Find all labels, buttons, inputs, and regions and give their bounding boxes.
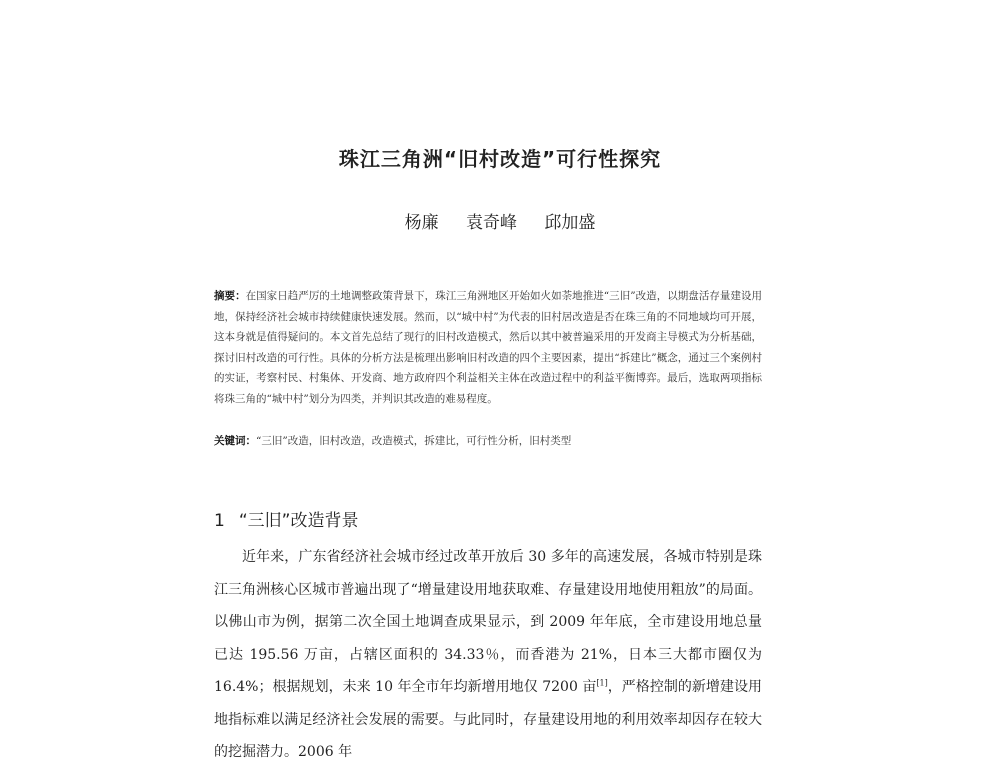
section-title: “三旧”改造背景 xyxy=(238,511,359,531)
abstract-label: 摘要： xyxy=(214,290,246,302)
body-paragraph xyxy=(214,541,762,769)
body-text-part1: 近年来，广东省经济社会城市经过改革开放后 30 多年的高速发展，各城市特别是珠江三角洲核心区城市普遍出现了“增量建设用地获取难、存量建设用地使用粗放”的局面。以佛山市为例，据第二次全国土地调查成果显示，到 2009 年年底，全市建设用地总量已达 195.56 万亩，占辖区面积的 34.33％，而香港为 21%，日本三大都市圈仅为 16.4%；根据规划，未来 10 年全市年均新增用地仅 7200 亩 xyxy=(214,549,762,695)
author-name: 邱加盛 xyxy=(544,213,596,233)
citation-reference: [1] xyxy=(596,678,608,688)
abstract xyxy=(214,286,762,409)
author-list xyxy=(0,208,1000,233)
section-heading xyxy=(214,506,358,531)
author-name: 杨廉 xyxy=(404,213,439,233)
author-name: 袁奇峰 xyxy=(466,213,517,233)
keywords-text: “三旧”改造，旧村改造，改造模式，拆建比，可行性分析，旧村类型 xyxy=(256,435,572,447)
abstract-text: 在国家日趋严厉的土地调整政策背景下，珠江三角洲地区开始如火如荼地推进“三旧”改造，以期盘活存量建设用地，保持经济社会城市持续健康快速发展。然而，以“城中村”为代表的旧村居改造是否在珠三角的不同地域均可开展，这本身就是值得疑问的。本文首先总结了现行的旧村改造模式，然后以其中被普遍采用的开发商主导模式为分析基础，探讨旧村改造的可行性。具体的分析方法是梳理出影响旧村改造的四个主要因素，提出“拆建比”概念，通过三个案例村的实证，考察村民、村集体、开发商、地方政府四个利益相关主体在改造过程中的利益平衡博弈。最后，选取两项指标将珠三角的“城中村”划分为四类，并判识其改造的难易程度。 xyxy=(214,290,763,405)
keywords-label: 关键词： xyxy=(214,435,256,447)
paper-title: 珠江三角洲“旧村改造”可行性探究 xyxy=(338,147,662,171)
body-text-part2: ，严格控制的新增建设用地指标难以满足经济社会发展的需要。与此同时，存量建设用地的利用效率却因存在较大的挖掘潜力。2006 年 xyxy=(214,679,763,760)
keywords xyxy=(214,433,762,448)
section-number: 1 xyxy=(214,511,225,531)
